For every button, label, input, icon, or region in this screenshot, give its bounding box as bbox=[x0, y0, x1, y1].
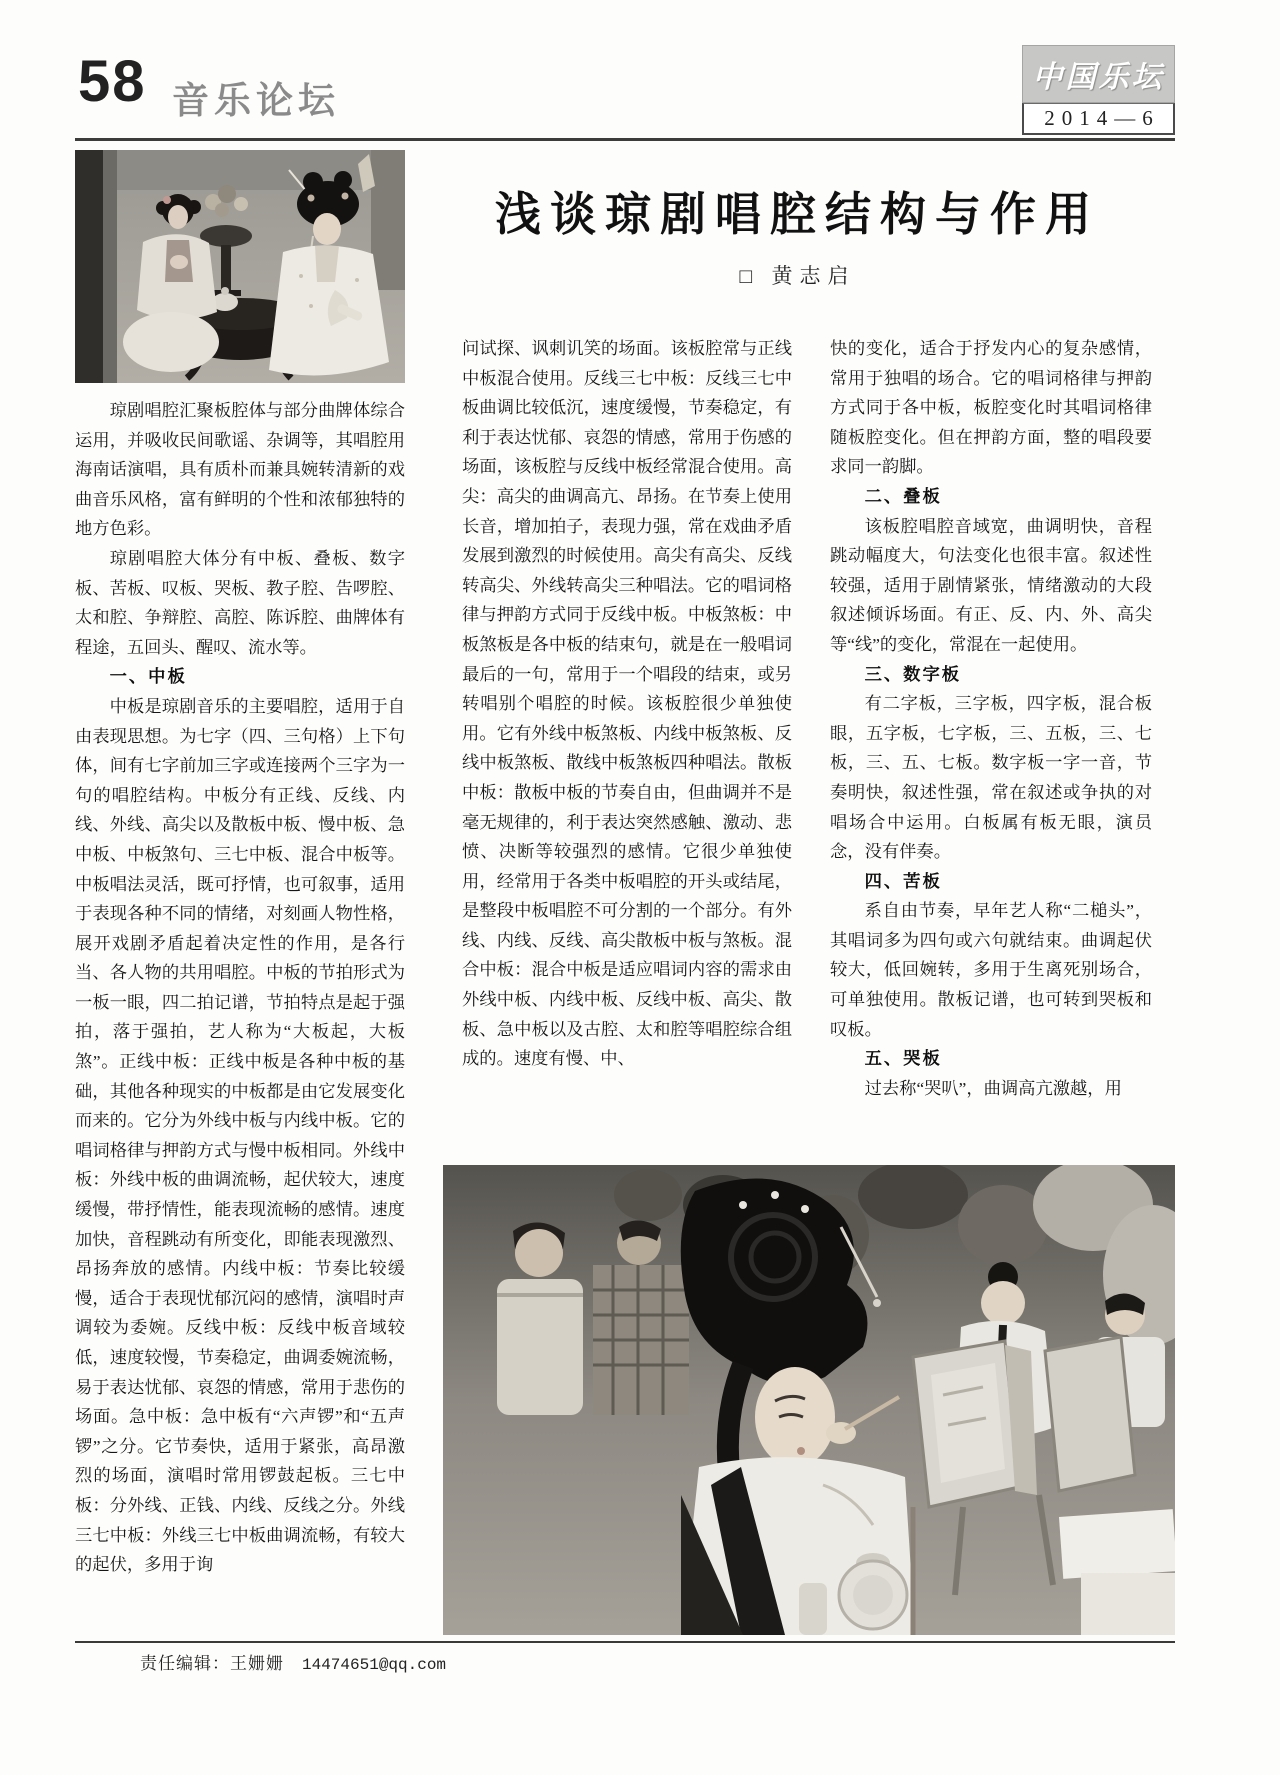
section-heading-1: 一、中板 bbox=[109, 666, 187, 687]
section-title: 音乐论坛 bbox=[172, 80, 340, 121]
masthead-box bbox=[1022, 45, 1175, 135]
article-byline: □ 黄志启 bbox=[739, 264, 856, 288]
page-number: 58 bbox=[78, 49, 147, 114]
text-column-2 bbox=[462, 334, 792, 1074]
section-heading-3: 三、数字板 bbox=[864, 663, 962, 684]
text-column-1 bbox=[75, 396, 405, 1580]
top-photo-illustration bbox=[75, 150, 405, 383]
paragraph: 琼剧唱腔大体分有中板、叠板、数字板、苦板、叹板、哭板、教子腔、告啰腔、太和腔、争辩腔、高腔、陈诉腔、曲牌体有程途，五回头、醒叹、流水等。 bbox=[75, 548, 405, 657]
paragraph: 过去称“哭叭”，曲调高亢激越，用 bbox=[864, 1078, 1122, 1098]
paragraph: 系自由节奏，早年艺人称“二槌头”，其唱词多为四句或六句就结束。曲调起伏较大，低回婉转，多用于生离死别场合，可单独使用。散板记谱，也可转到哭板和叹板。 bbox=[830, 901, 1152, 1039]
section-heading-5: 五、哭板 bbox=[864, 1048, 942, 1069]
footer bbox=[140, 1649, 446, 1674]
masthead-logo: 中国乐坛 bbox=[1022, 45, 1175, 103]
editor-credit: 责任编辑：王姗姗 bbox=[140, 1654, 284, 1673]
header-divider bbox=[75, 138, 1175, 141]
bottom-photo bbox=[443, 1165, 1175, 1635]
paragraph: 琼剧唱腔汇聚板腔体与部分曲牌体综合运用，并吸收民间歌谣、杂调等，其唱腔用海南话演唱，具有质朴而兼具婉转清新的戏曲音乐风格，富有鲜明的个性和浓郁独特的地方色彩。 bbox=[75, 401, 405, 539]
section-heading-4: 四、苦板 bbox=[864, 870, 942, 891]
paragraph: 问试探、讽刺讥笑的场面。该板腔常与正线中板混合使用。反线三七中板：反线三七中板曲调比较低沉，速度缓慢，节奏稳定，有利于表达忧郁、哀怨的情感，常用于伤感的场面，该板腔与反线中板经常混合使用。高尖：高尖的曲调高亢、昂扬。在节奏上使用长音，增加拍子，表现力强，常在戏曲矛盾发展到激烈的时候使用。高尖有高尖、反线转高尖、外线转高尖三种唱法。它的唱词格律与押韵方式同于反线中板。中板煞板：中板煞板是各中板的结束句，就是在一般唱词最后的一句，常用于一个唱段的结束，或另转唱别个唱腔的时候。该板腔很少单独使用。它有外线中板煞板、内线中板煞板、反线中板煞板、散线中板煞板四种唱法。散板中板：散板中板的节奏自由，但曲调并不是毫无规律的，利于表达突然感触、激动、悲愤、决断等较强烈的感情。它很少单独使用，经常用于各类中板唱腔的开头或结尾，是整段中板唱腔不可分割的一个部分。有外线、内线、反线、高尖散板中板与煞板。混合中板：混合中板是适应唱词内容的需求由外线中板、内线中板、反线中板、高尖、散板、急中板以及古腔、太和腔等唱腔综合组成的。速度有慢、中、 bbox=[462, 339, 792, 1069]
paragraph: 该板腔唱腔音域宽，曲调明快，音程跳动幅度大，句法变化也很丰富。叙述性较强，适用于剧情紧张，情绪激动的大段叙述倾诉场面。有正、反、内、外、高尖等“线”的变化，常混在一起使用。 bbox=[830, 516, 1152, 654]
bottom-photo-illustration bbox=[443, 1165, 1175, 1635]
footer-divider bbox=[75, 1641, 1175, 1643]
section-heading-2: 二、叠板 bbox=[864, 485, 942, 506]
masthead-issue: 2014—6 bbox=[1022, 103, 1175, 135]
paragraph: 有二字板，三字板，四字板，混合板眼，五字板，七字板，三、五板，三、七板，三、五、七板。数字板一字一音，节奏明快，叙述性强，常在叙述或争执的对唱场合中运用。白板属有板无眼，演员念，没有伴奏。 bbox=[830, 694, 1152, 862]
paragraph: 中板是琼剧音乐的主要唱腔，适用于自由表现思想。为七字（四、三句格）上下句体，间有七字前加三字或连接两个三字为一句的唱腔结构。中板分有正线、反线、内线、外线、高尖以及散板中板、慢中板、急中板、中板煞句、三七中板、混合中板等。中板唱法灵活，既可抒情，也可叙事，适用于表现各种不同的情绪，对刻画人物性格，展开戏剧矛盾起着决定性的作用，是各行当、各人物的共用唱腔。中板的节拍形式为一板一眼，四二拍记谱，节拍特点是起于强拍，落于强拍，艺人称为“大板起，大板煞”。正线中板：正线中板是各种中板的基础，其他各种现实的中板都是由它发展变化而来的。它分为外线中板与内线中板。它的唱词格律与押韵方式与慢中板相同。外线中板：外线中板的曲调流畅，起伏较大，速度缓慢，带抒情性，能表现流畅的感情。速度加快，音程跳动有所变化，即能表现激烈、昂扬奔放的感情。内线中板：节奏比较缓慢，适合于表现忧郁沉闷的感情，演唱时声调较为委婉。反线中板：反线中板音域较低，速度较慢，节奏稳定，曲调委婉流畅，易于表达忧郁、哀怨的情感，常用于悲伤的场面。急中板：急中板有“六声锣”和“五声锣”之分。它节奏快，适用于紧张，高昂激烈的场面，演唱时常用锣鼓起板。三七中板：分外线、正钱、内线、反线之分。外线三七中板：外线三七中板曲调流畅，有较大的起伏，多用于询 bbox=[75, 696, 405, 1575]
article-title: 浅谈琼剧唱腔结构与作用 bbox=[495, 189, 1100, 240]
paragraph: 快的变化，适合于抒发内心的复杂感情，常用于独唱的场合。它的唱词格律与押韵方式同于各中板，板腔变化时其唱词格律随板腔变化。但在押韵方面，整的唱段要求同一韵脚。 bbox=[830, 339, 1152, 477]
editor-email: 14474651@qq.com bbox=[302, 1656, 447, 1674]
text-column-3 bbox=[830, 334, 1152, 1103]
top-photo bbox=[75, 150, 405, 383]
